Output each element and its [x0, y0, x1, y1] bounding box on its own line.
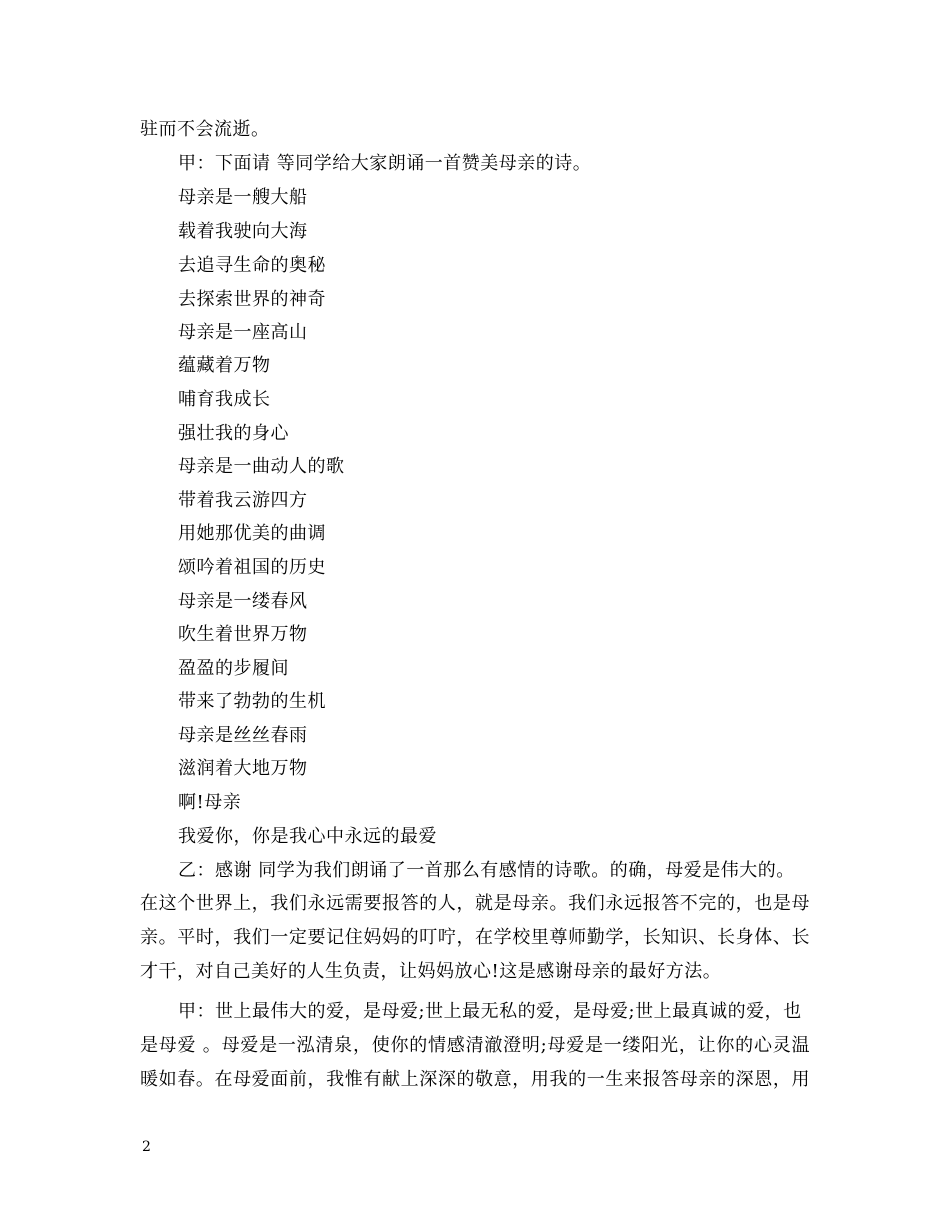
poem-line: 带来了勃勃的生机	[178, 691, 326, 712]
text-line: 甲：下面请 等同学给大家朗诵一首赞美母亲的诗。	[178, 153, 592, 174]
poem-line: 载着我驶向大海	[178, 221, 308, 242]
poem-line: 带着我云游四方	[178, 490, 308, 511]
poem-line: 啊!母亲	[178, 792, 242, 813]
poem-line: 我爱你，你是我心中永远的最爱	[178, 826, 437, 847]
poem-line: 吹生着世界万物	[178, 624, 308, 645]
poem-line: 滋润着大地万物	[178, 758, 308, 779]
poem-line: 母亲是一曲动人的歌	[178, 456, 345, 477]
poem-line: 强壮我的身心	[178, 423, 289, 444]
poem-line: 盈盈的步履间	[178, 658, 289, 679]
poem-line: 母亲是一艘大船	[178, 187, 308, 208]
poem-line: 母亲是一座高山	[178, 322, 308, 343]
text-line: 才干，对自己美好的人生负责，让妈妈放心!这是感谢母亲的最好方法。	[140, 961, 722, 982]
text-line: 驻而不会流逝。	[140, 119, 270, 140]
text-line: 亲。平时，我们一定要记住妈妈的叮咛，在学校里尊师勤学，长知识、长身体、长	[140, 927, 810, 948]
poem-line: 去追寻生命的奥秘	[178, 255, 326, 276]
poem-line: 颂吟着祖国的历史	[178, 557, 326, 578]
poem-line: 蕴藏着万物	[178, 355, 271, 376]
text-line: 是母爱 。母爱是一泓清泉，使你的情感清澈澄明;母爱是一缕阳光，让你的心灵温	[140, 1035, 810, 1056]
poem-line: 用她那优美的曲调	[178, 523, 326, 544]
text-line: 在这个世界上，我们永远需要报答的人，就是母亲。我们永远报答不完的，也是母	[140, 893, 810, 914]
text-line: 暖如春。在母爱面前，我惟有献上深深的敬意，用我的一生来报答母亲的深恩，用	[140, 1069, 810, 1090]
poem-line: 去探索世界的神奇	[178, 289, 326, 310]
text-line: 乙：感谢 同学为我们朗诵了一首那么有感情的诗歌。的确，母爱是伟大的。	[178, 860, 795, 881]
page-number: 2	[142, 1139, 151, 1155]
poem-line: 母亲是丝丝春雨	[178, 725, 308, 746]
poem-line: 哺育我成长	[178, 389, 271, 410]
poem-line: 母亲是一缕春风	[178, 591, 308, 612]
text-line: 甲：世上最伟大的爱，是母爱;世上最无私的爱，是母爱;世上最真诚的爱，也	[178, 1001, 802, 1022]
